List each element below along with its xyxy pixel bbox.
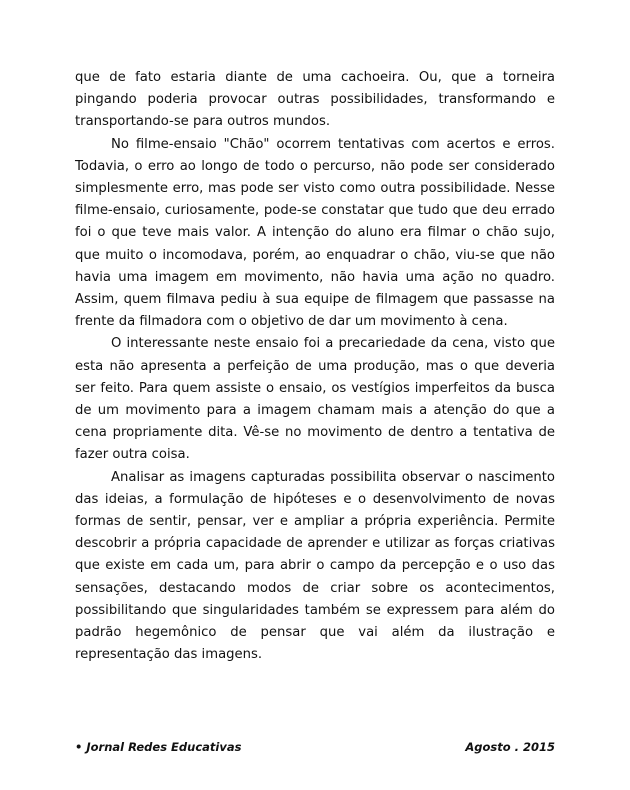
article-body [75, 67, 555, 666]
paragraph-3: O interessante neste ensaio foi a precariedade da cena, visto que esta não apresenta a perfeição de uma produção, mas o que deveria ser feito. Para quem assiste o ensaio, os vestígios imperfeitos da busca de um movimento para a imagem chamam mais a atenção do que a cena propriamente dita. Vê-se no movimento de dentro a tentativa de fazer outra coisa. [75, 336, 555, 463]
footer-journal-name: • Jornal Redes Educativas [75, 740, 242, 754]
paragraph-4: Analisar as imagens capturadas possibilita observar o nascimento das ideias, a formulação de hipóteses e o desenvolvimento de novas formas de sentir, pensar, ver e ampliar a própria experiência. Permite descobrir a própria capacidade de aprender e utilizar as forças criativas que existe em cada um, para abrir o campo da percepção e o uso das sensações, destacando modos de criar sobre os acontecimentos, possibilitando que singularidades também se expressem para além do padrão hegemônico de pensar que vai além da ilustração e representação das imagens. [75, 469, 555, 663]
paragraph-1: que de fato estaria diante de uma cachoeira. Ou, que a torneira pingando poderia provocar outras possibilidades, transformando e transportando-se para outros mundos. [75, 70, 555, 130]
paragraph-2: No filme-ensaio "Chão" ocorrem tentativas com acertos e erros. Todavia, o erro ao longo de todo o percurso, não pode ser considerado simplesmente erro, mas pode ser visto como outra possibilidade. Nesse filme-ensaio, curiosamente, pode-se constatar que tudo que deu errado foi o que teve mais valor. A intenção do aluno era filmar o chão sujo, que muito o incomodava, porém, ao enquadrar o chão, viu-se que não havia uma imagem em movimento, não havia uma ação no quadro. Assim, quem filmava pediu à sua equipe de filmagem que passasse na frente da filmadora com o objetivo de dar um movimento à cena. [75, 136, 555, 330]
page-footer [75, 740, 555, 754]
footer-date: Agosto . 2015 [465, 740, 555, 754]
